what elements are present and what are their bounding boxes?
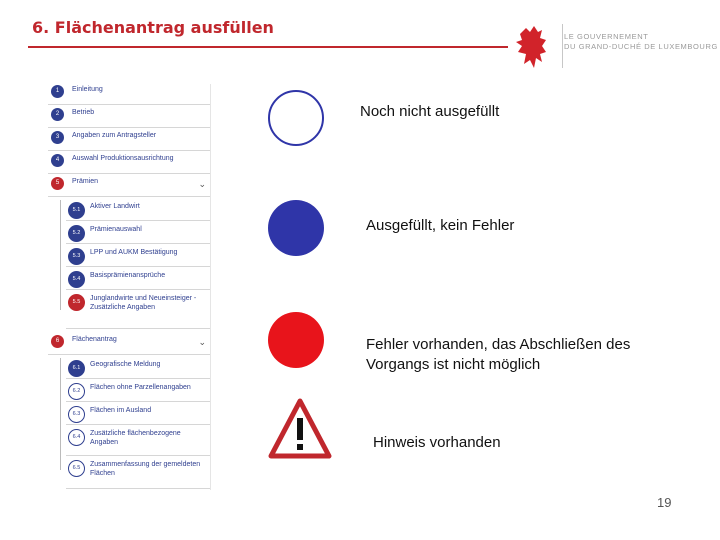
legend-notice: Hinweis vorhanden xyxy=(373,434,501,451)
nav-subitem-lpp-aukm[interactable] xyxy=(66,244,210,267)
blue-circle-icon xyxy=(268,200,328,260)
nav-subitem-aktiver-landwirt[interactable] xyxy=(66,198,210,221)
nav-item-label: Flächen ohne Parzellenangaben xyxy=(90,384,191,391)
nav-subitem-praemienauswahl[interactable] xyxy=(66,221,210,244)
step-number: 5.3 xyxy=(68,248,85,265)
nav-item-praemien[interactable] xyxy=(48,174,210,197)
chevron-down-icon[interactable]: ⌄ xyxy=(198,337,206,347)
nav-item-label: Auswahl Produktionsausrichtung xyxy=(72,155,174,162)
step-number: 5 xyxy=(51,177,64,190)
logo-separator xyxy=(562,24,563,68)
step-number: 5.4 xyxy=(68,271,85,288)
legend-error: Fehler vorhanden, das Abschließen des Vorgangs ist nicht möglich xyxy=(366,336,631,373)
nav-item-produktionsausrichtung[interactable] xyxy=(48,151,210,174)
nav-item-label: Prämienauswahl xyxy=(90,226,142,233)
nav-item-betrieb[interactable] xyxy=(48,105,210,128)
logo-text xyxy=(564,32,718,52)
legend-not-filled: Noch nicht ausgefüllt xyxy=(360,103,500,120)
nav-item-label: Flächen im Ausland xyxy=(90,407,152,414)
page-number: 19 xyxy=(657,495,672,510)
nav-item-label: Geografische Meldung xyxy=(90,361,161,368)
step-number: 5.2 xyxy=(68,225,85,242)
step-number: 1 xyxy=(51,85,64,98)
legend-filled-no-error: Ausgefüllt, kein Fehler xyxy=(366,217,515,234)
nav-subitem-geografische-meldung[interactable] xyxy=(66,356,210,379)
nav-item-label: Angaben zum Antragsteller xyxy=(72,132,157,139)
nav-subitem-flaechen-ohne-parzellen[interactable] xyxy=(66,379,210,402)
nav-item-label: Flächenantrag xyxy=(72,336,117,343)
step-number: 6.4 xyxy=(68,429,85,446)
nav-item-einleitung[interactable] xyxy=(48,82,210,105)
chevron-down-icon[interactable]: ⌄ xyxy=(198,179,206,189)
nav-rail xyxy=(210,84,211,490)
nav-item-antragsteller[interactable] xyxy=(48,128,210,151)
step-number: 5.1 xyxy=(68,202,85,219)
red-lion-icon xyxy=(512,22,552,72)
logo-line-1: LE GOUVERNEMENT xyxy=(564,32,649,41)
nav-item-label: Betrieb xyxy=(72,109,95,116)
step-number: 6 xyxy=(51,335,64,348)
nav-item-label: Zusammenfassung der gemeldeten Flächen xyxy=(90,461,201,477)
red-circle-icon xyxy=(268,312,328,372)
nav-subitem-zusammenfassung[interactable] xyxy=(66,456,210,489)
nav-subitem-junglandwirte[interactable] xyxy=(66,290,210,329)
warning-triangle-icon xyxy=(268,398,332,460)
step-number: 6.5 xyxy=(68,460,85,477)
step-navigation xyxy=(48,82,214,492)
slide-title: 6. Flächenantrag ausfüllen xyxy=(32,18,274,37)
tree-line xyxy=(60,200,61,310)
empty-circle-icon xyxy=(268,90,328,150)
nav-item-label: Basisprämienansprüche xyxy=(90,272,166,279)
step-number: 4 xyxy=(51,154,64,167)
nav-item-label: Junglandwirte und Neueinsteiger - Zusätzliche Angaben xyxy=(90,295,197,311)
step-number: 2 xyxy=(51,108,64,121)
nav-subitem-zusaetzliche-angaben[interactable] xyxy=(66,425,210,456)
nav-item-label: Einleitung xyxy=(72,86,103,93)
step-number: 3 xyxy=(51,131,64,144)
nav-subitem-basispraemien[interactable] xyxy=(66,267,210,290)
tree-line xyxy=(60,358,61,470)
nav-item-label: Aktiver Landwirt xyxy=(90,203,140,210)
step-number: 6.3 xyxy=(68,406,85,423)
government-logo xyxy=(512,22,718,72)
step-number: 5.5 xyxy=(68,294,85,311)
title-underline xyxy=(28,46,508,48)
logo-line-2: DU GRAND-DUCHÉ DE LUXEMBOURG xyxy=(564,42,718,51)
step-number: 6.2 xyxy=(68,383,85,400)
nav-item-label: Zusätzliche flächenbezogene Angaben xyxy=(90,430,181,446)
nav-item-label: Prämien xyxy=(72,178,99,185)
nav-item-flaechenantrag[interactable] xyxy=(48,332,210,355)
step-number: 6.1 xyxy=(68,360,85,377)
nav-item-label: LPP und AUKM Bestätigung xyxy=(90,249,178,256)
nav-subitem-flaechen-ausland[interactable] xyxy=(66,402,210,425)
